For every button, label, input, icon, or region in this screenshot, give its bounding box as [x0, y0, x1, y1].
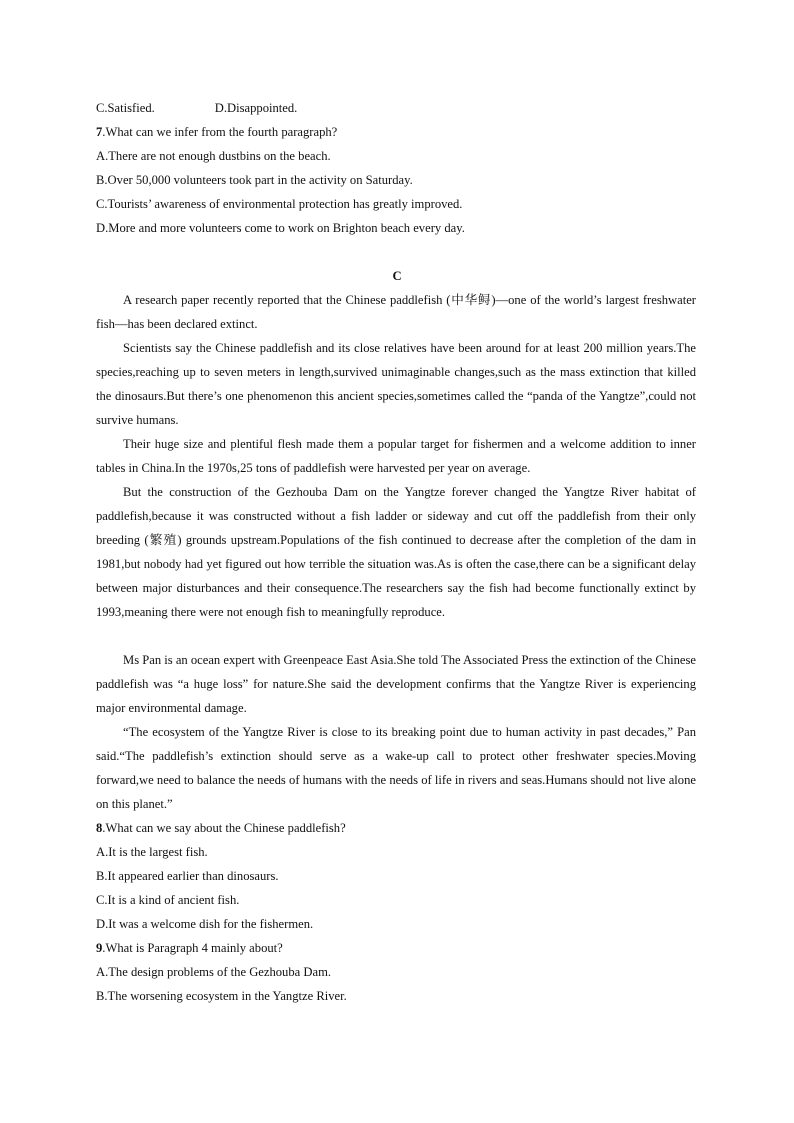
q6-options-row	[96, 99, 698, 117]
q8-stem-text: .What can we say about the Chinese paddlefish?	[102, 821, 346, 835]
q9-option-b: B.The worsening ecosystem in the Yangtze River.	[96, 989, 347, 1003]
q8-stem	[96, 819, 698, 837]
passage-paragraph-4: But the construction of the Gezhouba Dam on the Yangtze forever changed the Yangtze River habitat of paddlefish,because it was constructed without a fish ladder or sideway and cut off the paddlefish from their only breeding (繁殖) grounds upstream.Populations of the fish continued to decrease after the completion of the dam in 1981,but nobody had yet figured out how terrible the situation was.As is often the case,there can be a significant delay between major disturbances and their consequence.The researchers say the fish had become functionally extinct by 1993,meaning there were not enough fish to meaningfully reproduce.	[96, 485, 696, 619]
q8-number: 8	[96, 821, 103, 835]
q8-option-b: B.It appeared earlier than dinosaurs.	[96, 869, 279, 883]
q7-option-b: B.Over 50,000 volunteers took part in the activity on Saturday.	[96, 173, 413, 187]
q9-stem-text: .What is Paragraph 4 mainly about?	[102, 941, 283, 955]
passage-paragraph-6: “The ecosystem of the Yangtze River is close to its breaking point due to human activity in past decades,” Pan said.“The paddlefish’s extinction should serve as a wake-up call to protect other freshwater species.Moving forward,we need to balance the needs of humans with the needs of life in rivers and seas.Humans should not live alone on this planet.”	[96, 725, 696, 811]
q7-stem-text: .What can we infer from the fourth paragraph?	[102, 125, 338, 139]
q7-stem	[96, 123, 698, 141]
passage-paragraph-3: Their huge size and plentiful flesh made them a popular target for fishermen and a welcome addition to inner tables in China.In the 1970s,25 tons of paddlefish were harvested per year on average.	[96, 437, 696, 475]
q7-option-c: C.Tourists’ awareness of environmental protection has greatly improved.	[96, 197, 463, 211]
q8-option-a: A.It is the largest fish.	[96, 845, 208, 859]
q9-number: 9	[96, 941, 103, 955]
q7-option-d: D.More and more volunteers come to work on Brighton beach every day.	[96, 221, 465, 235]
q9-stem	[96, 939, 698, 957]
q7-number: 7	[96, 125, 103, 139]
q8-option-c: C.It is a kind of ancient fish.	[96, 893, 240, 907]
section-title: C	[392, 269, 402, 283]
passage-paragraph-5: Ms Pan is an ocean expert with Greenpeace East Asia.She told The Associated Press the extinction of the Chinese paddlefish was “a huge loss” for nature.She said the development confirms that the Yangtze River is experiencing major environmental damage.	[96, 653, 696, 715]
q6-option-c: C.Satisfied.	[96, 101, 155, 115]
q8-option-d: D.It was a welcome dish for the fishermen.	[96, 917, 314, 931]
q9-option-a: A.The design problems of the Gezhouba Dam.	[96, 965, 332, 979]
passage-paragraph-1: A research paper recently reported that the Chinese paddlefish (中华鲟)—one of the world’s largest freshwater fish—has been declared extinct.	[96, 293, 696, 331]
q7-option-a: A.There are not enough dustbins on the beach.	[96, 149, 331, 163]
passage-paragraph-2: Scientists say the Chinese paddlefish and its close relatives have been around for at least 200 million years.The species,reaching up to seven meters in length,survived unimaginable changes,such as the mass extinction that killed the dinosaurs.But there’s one phenomenon this ancient species,sometimes called the “panda of the Yangtze”,could not survive humans.	[96, 341, 696, 427]
q6-option-d: D.Disappointed.	[214, 101, 298, 115]
